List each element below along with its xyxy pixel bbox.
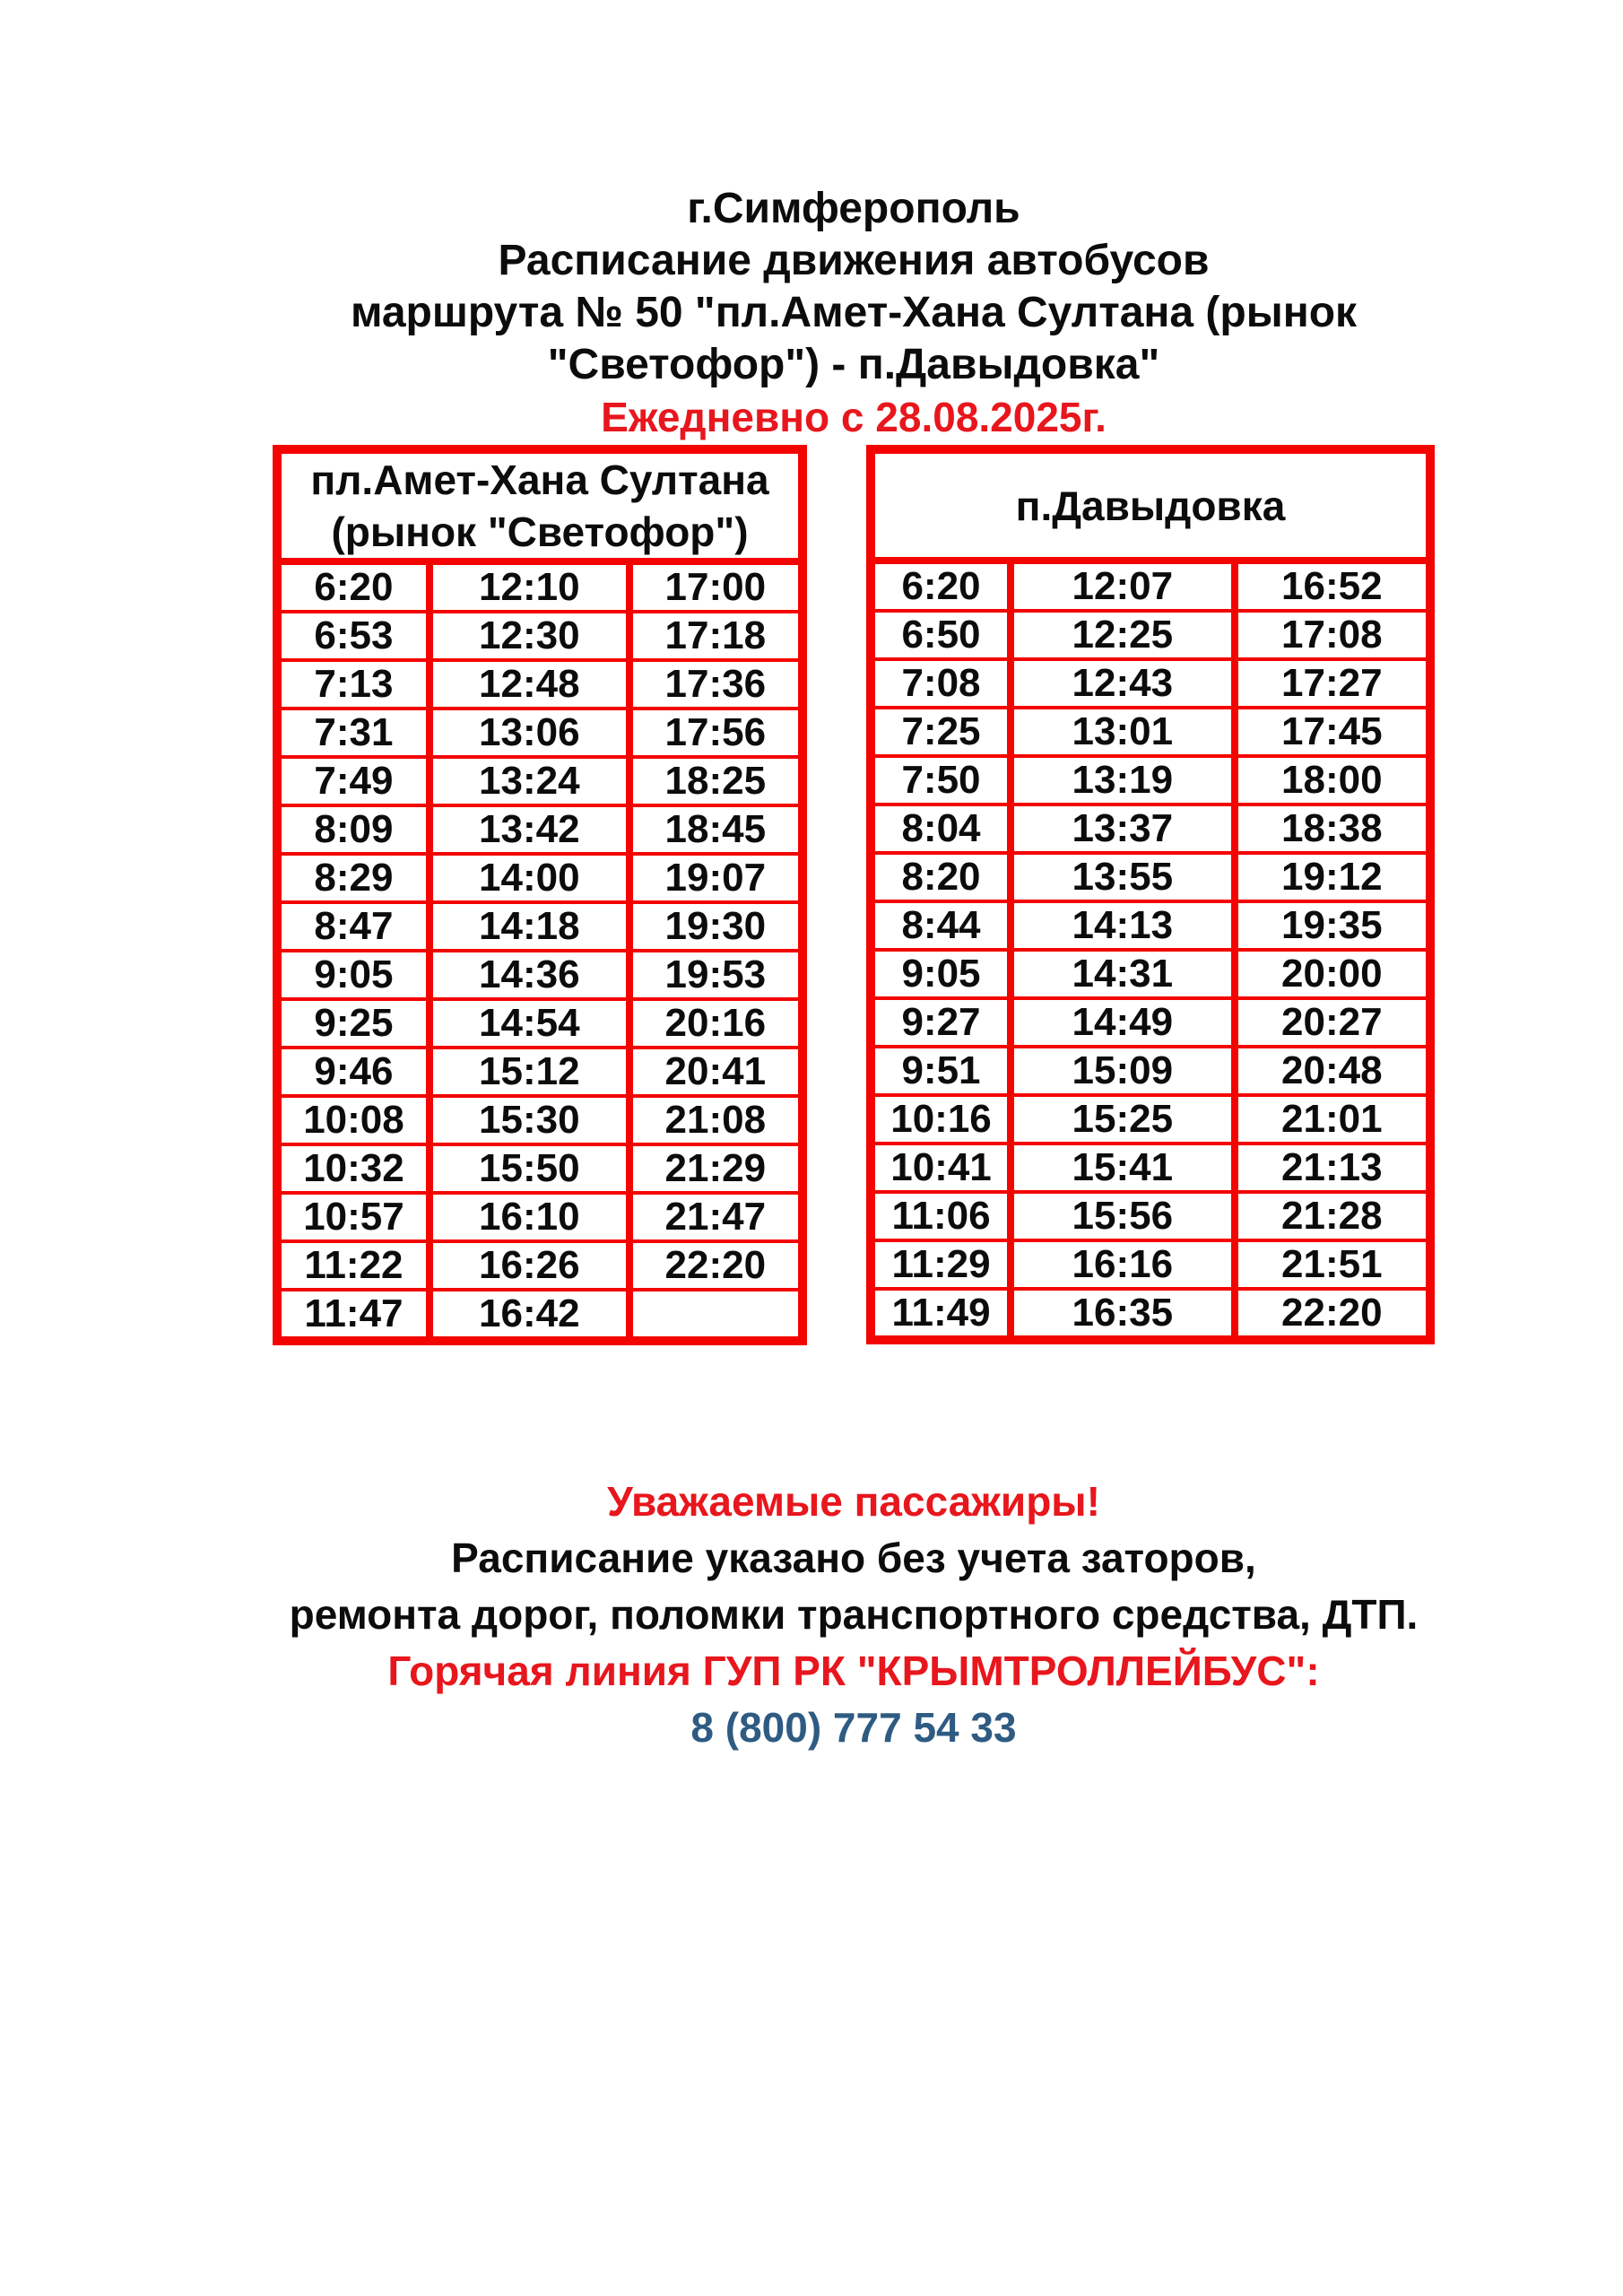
time-cell: 13:19 <box>1011 756 1235 804</box>
time-cell: 13:37 <box>1011 804 1235 853</box>
time-cell: 15:50 <box>430 1144 629 1193</box>
time-cell: 11:22 <box>277 1241 430 1290</box>
time-cell: 14:36 <box>430 951 629 999</box>
time-cell: 21:08 <box>629 1096 803 1144</box>
doc-subtitle: Расписание движения автобусов <box>498 237 1210 284</box>
time-cell: 12:43 <box>1011 659 1235 708</box>
table-row <box>871 1095 1430 1144</box>
time-cell: 20:27 <box>1235 998 1430 1047</box>
time-cell: 12:07 <box>1011 561 1235 611</box>
time-cell: 9:05 <box>871 950 1011 998</box>
time-cell: 8:09 <box>277 805 430 854</box>
time-cell: 13:01 <box>1011 708 1235 756</box>
time-cell: 19:35 <box>1235 901 1430 950</box>
time-cell: 19:07 <box>629 854 803 902</box>
table-row <box>277 902 803 951</box>
table-header-amet-khan <box>277 449 803 561</box>
time-cell: 11:06 <box>871 1192 1011 1240</box>
route-line-2: "Светофор") - п.Давыдовка" <box>547 341 1160 388</box>
table-row <box>277 854 803 902</box>
table-row <box>871 659 1430 708</box>
time-cell: 19:12 <box>1235 853 1430 901</box>
table-row <box>277 709 803 757</box>
time-cell: 10:08 <box>277 1096 430 1144</box>
time-cell: 6:53 <box>277 612 430 660</box>
table-row <box>871 561 1430 611</box>
time-cell: 22:20 <box>629 1241 803 1290</box>
time-cell: 18:25 <box>629 757 803 805</box>
table-row <box>277 1144 803 1193</box>
time-cell: 16:26 <box>430 1241 629 1290</box>
time-cell: 12:10 <box>430 561 629 612</box>
table-row <box>871 1192 1430 1240</box>
table-header-row <box>277 449 803 561</box>
time-cell: 17:36 <box>629 660 803 709</box>
time-cell <box>629 1290 803 1341</box>
table-header-davydovka <box>871 449 1430 561</box>
table-row <box>871 950 1430 998</box>
time-cell: 12:48 <box>430 660 629 709</box>
time-cell: 21:51 <box>1235 1240 1430 1289</box>
time-cell: 15:56 <box>1011 1192 1235 1240</box>
table-row <box>871 1144 1430 1192</box>
time-cell: 18:00 <box>1235 756 1430 804</box>
time-cell: 9:27 <box>871 998 1011 1047</box>
table-row <box>871 756 1430 804</box>
time-cell: 11:49 <box>871 1289 1011 1340</box>
stop-name-line-1: пл.Амет-Хана Султана <box>310 457 769 503</box>
time-cell: 7:50 <box>871 756 1011 804</box>
time-cell: 20:48 <box>1235 1047 1430 1095</box>
table-row <box>277 1241 803 1290</box>
time-cell: 16:10 <box>430 1193 629 1241</box>
table-row <box>277 1290 803 1341</box>
timetables <box>273 445 1435 1345</box>
validity-note: Ежедневно с 28.08.2025г. <box>601 394 1107 440</box>
time-cell: 20:00 <box>1235 950 1430 998</box>
table-row <box>871 1047 1430 1095</box>
time-cell: 14:31 <box>1011 950 1235 998</box>
time-cell: 17:27 <box>1235 659 1430 708</box>
time-cell: 14:54 <box>430 999 629 1048</box>
doc-title-city: г.Симферополь <box>687 185 1020 232</box>
time-cell: 21:01 <box>1235 1095 1430 1144</box>
time-cell: 13:24 <box>430 757 629 805</box>
title-block <box>273 183 1435 443</box>
time-cell: 11:47 <box>277 1290 430 1341</box>
table-row <box>871 1289 1430 1340</box>
table-row <box>277 612 803 660</box>
departures-table-davydovka <box>866 445 1435 1344</box>
time-cell: 14:00 <box>430 854 629 902</box>
time-cell: 20:41 <box>629 1048 803 1096</box>
time-cell: 9:25 <box>277 999 430 1048</box>
time-cell: 14:49 <box>1011 998 1235 1047</box>
time-cell: 15:25 <box>1011 1095 1235 1144</box>
table-row <box>871 1240 1430 1289</box>
table-row <box>277 561 803 612</box>
time-cell: 17:45 <box>1235 708 1430 756</box>
time-cell: 10:57 <box>277 1193 430 1241</box>
time-cell: 13:55 <box>1011 853 1235 901</box>
time-cell: 17:08 <box>1235 611 1430 659</box>
time-cell: 8:47 <box>277 902 430 951</box>
table-row <box>277 999 803 1048</box>
time-cell: 19:53 <box>629 951 803 999</box>
time-cell: 8:29 <box>277 854 430 902</box>
time-cell: 20:16 <box>629 999 803 1048</box>
time-cell: 6:50 <box>871 611 1011 659</box>
time-cell: 7:31 <box>277 709 430 757</box>
time-cell: 22:20 <box>1235 1289 1430 1340</box>
time-cell: 14:18 <box>430 902 629 951</box>
stop-name-line-2: (рынок "Светофор") <box>331 509 749 555</box>
table-row <box>277 660 803 709</box>
table-row <box>277 757 803 805</box>
time-cell: 11:29 <box>871 1240 1011 1289</box>
time-cell: 8:20 <box>871 853 1011 901</box>
time-cell: 8:04 <box>871 804 1011 853</box>
table-row <box>277 951 803 999</box>
time-cell: 9:51 <box>871 1047 1011 1095</box>
time-cell: 17:18 <box>629 612 803 660</box>
table-row <box>871 611 1430 659</box>
disclaimer-line-1: Расписание указано без учета заторов, <box>451 1535 1256 1581</box>
time-cell: 7:13 <box>277 660 430 709</box>
time-cell: 10:32 <box>277 1144 430 1193</box>
table-header-row <box>871 449 1430 561</box>
time-cell: 15:30 <box>430 1096 629 1144</box>
time-cell: 7:25 <box>871 708 1011 756</box>
time-cell: 15:12 <box>430 1048 629 1096</box>
table-row <box>871 901 1430 950</box>
time-cell: 21:47 <box>629 1193 803 1241</box>
hotline-phone: 8 (800) 777 54 33 <box>690 1704 1017 1751</box>
table-row <box>871 708 1430 756</box>
table-row <box>277 1048 803 1096</box>
time-cell: 16:42 <box>430 1290 629 1341</box>
disclaimer-line-2: ремонта дорог, поломки транспортного средства, ДТП. <box>289 1591 1419 1638</box>
time-cell: 13:06 <box>430 709 629 757</box>
route-line-1: маршрута № 50 "пл.Амет-Хана Султана (рынок <box>350 289 1358 336</box>
time-cell: 19:30 <box>629 902 803 951</box>
departures-table-amet-khan <box>273 445 807 1345</box>
time-cell: 13:42 <box>430 805 629 854</box>
time-cell: 15:09 <box>1011 1047 1235 1095</box>
time-cell: 16:35 <box>1011 1289 1235 1340</box>
table-row <box>277 1193 803 1241</box>
time-cell: 15:41 <box>1011 1144 1235 1192</box>
time-cell: 6:20 <box>277 561 430 612</box>
time-cell: 9:46 <box>277 1048 430 1096</box>
time-cell: 17:56 <box>629 709 803 757</box>
time-cell: 12:30 <box>430 612 629 660</box>
table-row <box>277 805 803 854</box>
time-cell: 18:45 <box>629 805 803 854</box>
time-cell: 16:52 <box>1235 561 1430 611</box>
time-cell: 21:13 <box>1235 1144 1430 1192</box>
time-cell: 8:44 <box>871 901 1011 950</box>
time-cell: 21:28 <box>1235 1192 1430 1240</box>
time-cell: 10:41 <box>871 1144 1011 1192</box>
footer-block <box>273 1474 1435 1756</box>
time-cell: 16:16 <box>1011 1240 1235 1289</box>
passengers-notice: Уважаемые пассажиры! <box>607 1478 1100 1525</box>
time-cell: 14:13 <box>1011 901 1235 950</box>
table-row <box>871 998 1430 1047</box>
table-row <box>277 1096 803 1144</box>
hotline-label: Горячая линия ГУП РК "КРЫМТРОЛЛЕЙБУС": <box>387 1648 1320 1694</box>
time-cell: 12:25 <box>1011 611 1235 659</box>
time-cell: 9:05 <box>277 951 430 999</box>
time-cell: 18:38 <box>1235 804 1430 853</box>
time-cell: 7:08 <box>871 659 1011 708</box>
stop-name: п.Давыдовка <box>1015 482 1286 529</box>
time-cell: 21:29 <box>629 1144 803 1193</box>
table-row <box>871 804 1430 853</box>
time-cell: 17:00 <box>629 561 803 612</box>
time-cell: 10:16 <box>871 1095 1011 1144</box>
time-cell: 7:49 <box>277 757 430 805</box>
time-cell: 6:20 <box>871 561 1011 611</box>
table-row <box>871 853 1430 901</box>
